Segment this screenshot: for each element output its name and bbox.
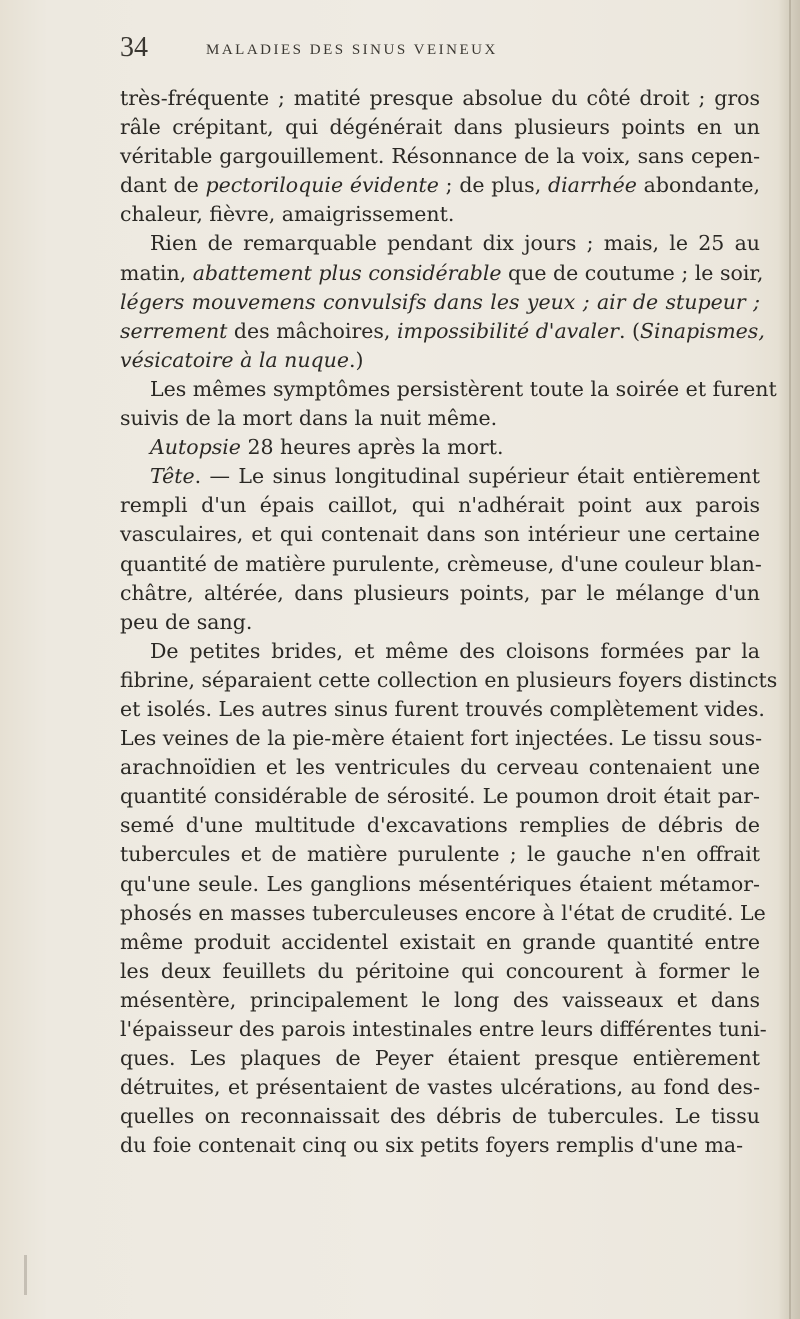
text-run: De petites brides, et même des cloisons formées par la [150,638,760,663]
text-line [120,1131,760,1160]
italic-run: Tête [150,464,195,489]
text-line [120,753,760,782]
text-line [120,346,760,375]
italic-run: légers mouvemens convulsifs dans les yeux ; air de stupeur ; [120,289,760,314]
text-line [120,200,760,229]
italic-run: abattement plus considérable [192,260,502,285]
text-line [120,695,765,724]
text-line [120,142,760,171]
text-run: Les mêmes symptômes persistèrent toute la soirée et furent [150,376,777,401]
paragraph [120,229,765,374]
margin-mark [24,1255,27,1295]
text-line [120,433,760,462]
text-line [120,550,760,579]
italic-run: vésicatoire à la nuque [120,347,349,372]
text-run: Les veines de la pie-mère étaient fort injectées. Le tissu sous- [120,726,763,751]
binding-edge-line [789,0,791,1319]
text-line [120,1015,767,1044]
text-run: très-fréquente ; matité presque absolue du côté droit ; gros [120,86,760,110]
text-line [120,1073,760,1102]
text-run: peu de sang. [120,609,253,634]
text-run: quantité de matière purulente, crèmeuse, d'une couleur blan- [120,551,762,576]
text-line [120,520,760,549]
text-line [120,259,764,288]
text-run: véritable gargouillement. Résonnance de la voix, sans cepen- [120,144,760,169]
text-line [120,928,760,957]
text-line [120,811,760,840]
text-line [120,666,778,695]
text-run: phosés en masses tuberculeuses encore à l'état de crudité. Le [120,900,766,925]
text-run: . ( [618,318,640,343]
text-run: .) [348,347,364,372]
text-run: quantité considérable de sérosité. Le poumon droit était par- [120,784,760,809]
running-head: MALADIES DES SINUS VEINEUX [206,42,498,58]
text-run: que de coutume ; le soir, [501,260,764,285]
text-run: vasculaires, et qui contenait dans son intérieur une certaine [120,522,760,547]
text-run: râle crépitant, qui dégénérait dans plusieurs points en un [120,115,760,140]
text-line [120,288,760,317]
italic-run: Autopsie [150,435,241,460]
italic-run: serrement [120,318,228,343]
text-run: dant de [120,173,206,198]
paragraph [120,637,778,1161]
text-line [120,608,760,637]
text-run: abondante, [636,173,760,198]
page-header [120,32,680,66]
text-line [120,782,760,811]
italic-run: Sinapismes, [640,318,765,343]
text-line [120,724,763,753]
text-run: suivis de la mort dans la nuit même. [120,406,498,431]
text-run: chaleur, fièvre, amaigrissement. [120,202,455,227]
text-line [120,84,760,113]
text-run: Rien de remarquable pendant dix jours ; mais, le 25 au [150,231,760,256]
text-run: arachnoïdien et les ventricules du cerveau contenaient une [120,755,760,780]
italic-run: impossibilité d'avaler [396,318,619,343]
text-run: et isolés. Les autres sinus furent trouvés complètement vides. [120,696,765,721]
text-run: ques. Les plaques de Peyer étaient presque entièrement [120,1046,760,1071]
paragraph [120,375,777,433]
text-run: des mâchoires, [227,318,397,343]
paragraph [120,84,760,229]
text-run: du foie contenait cinq ou six petits foyers remplis d'une ma- [120,1133,744,1158]
text-line [120,375,777,404]
text-line [120,1102,760,1131]
text-line [120,1044,760,1073]
text-line [120,404,760,433]
text-run: l'épaisseur des parois intestinales entre leurs différentes tuni- [120,1017,767,1041]
text-run: même produit accidentel existait en grande quantité entre [120,929,760,954]
text-run: . — Le sinus longitudinal supérieur était entièrement [194,464,760,489]
text-run: qu'une seule. Les ganglions mésentériques étaient métamor- [120,871,760,896]
italic-run: pectoriloquie évidente [205,173,439,198]
text-line [120,171,760,200]
text-line [120,957,760,986]
text-line [120,986,760,1015]
text-run: quelles on reconnaissait des débris de tubercules. Le tissu [120,1104,760,1129]
text-run: matin, [120,260,193,285]
text-line [120,899,766,928]
text-run: fibrine, séparaient cette collection en plusieurs foyers distincts [120,667,778,692]
paragraph [120,462,760,637]
text-run: rempli d'un épais caillot, qui n'adhérait point aux parois [120,493,760,518]
italic-run: diarrhée [547,173,637,198]
text-line [120,462,760,491]
text-run: 28 heures après la mort. [240,435,504,460]
text-line [120,113,760,142]
text-run: les deux feuillets du péritoine qui concourent à former le [120,958,760,983]
paragraph [120,433,760,462]
text-line [120,491,760,520]
text-run: châtre, altérée, dans plusieurs points, par le mélange d'un [120,580,760,605]
text-run: ; de plus, [438,173,548,198]
text-line [120,870,760,899]
text-run: mésentère, principalement le long des vaisseaux et dans [120,987,760,1012]
text-line [120,229,760,258]
body-text [120,84,778,1160]
text-line [120,637,760,666]
text-run: tubercules et de matière purulente ; le gauche n'en offrait [120,842,760,867]
text-run: semé d'une multitude d'excavations remplies de débris de [120,813,760,838]
text-line [120,840,760,869]
text-line [120,317,765,346]
page-number: 34 [120,32,148,63]
text-run: détruites, et présentaient de vastes ulcérations, au fond des- [120,1075,760,1100]
text-line [120,579,760,608]
